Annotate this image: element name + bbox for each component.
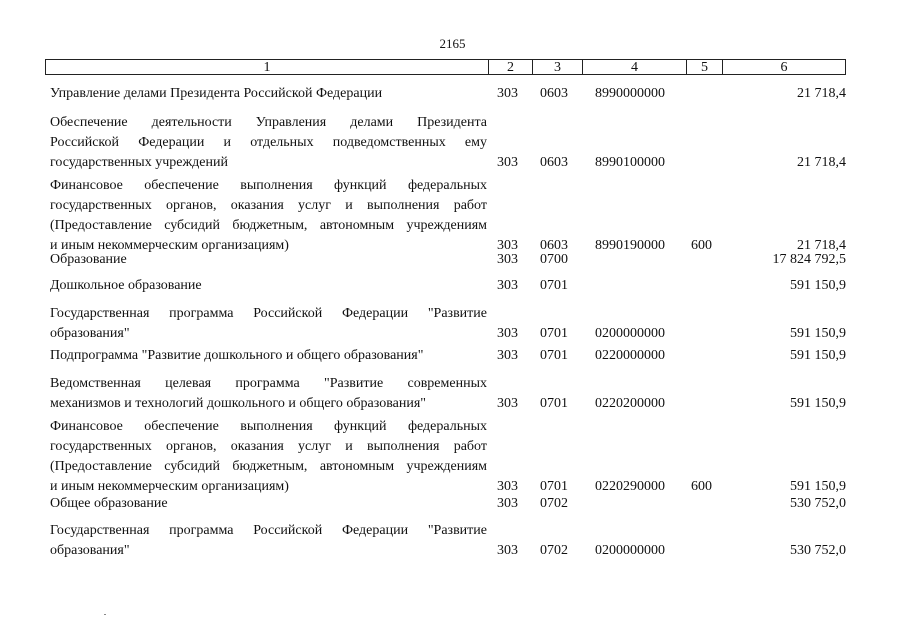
row-name-line: Государственная программа Российской Федерации "Развитие [50,523,487,538]
scan-speck [104,614,106,615]
row-amount: 591 150,9 [790,396,846,411]
row-name-line: (Предоставление субсидий бюджетным, автономным учреждениям [50,459,487,474]
row-name [50,113,487,173]
row-target-code: 8990000000 [595,86,665,101]
row-target-code: 8990190000 [595,238,665,253]
row-amount: 591 150,9 [790,326,846,341]
row-name [50,176,487,256]
row-name-line: Общее образование [50,496,168,511]
row-name-line: государственных органов, оказания услуг и выполнения работ [50,439,487,454]
row-expense-type: 600 [691,479,712,494]
row-name [50,304,487,344]
row-target-code: 0220000000 [595,348,665,363]
row-name-line: Дошкольное образование [50,278,202,293]
row-section-code: 303 [497,252,518,267]
row-section-code: 303 [497,396,518,411]
row-name [50,276,487,296]
row-target-code: 0200000000 [595,326,665,341]
row-name-line: (Предоставление субсидий бюджетным, автономным учреждениям [50,218,487,233]
row-name-line: Управление делами Президента Российской Федерации [50,86,383,101]
row-name-line: Финансовое обеспечение выполнения функций федеральных [50,419,487,434]
page-number: 2165 [439,36,466,51]
row-expense-type: 600 [691,238,712,253]
row-subsection-code: 0701 [540,348,568,363]
row-name-line: Ведомственная целевая программа "Развитие современных [50,376,487,391]
row-amount: 591 150,9 [790,479,846,494]
row-amount: 21 718,4 [797,238,846,253]
row-subsection-code: 0702 [540,496,568,511]
row-name-line: Российской Федерации и отдельных подведомственных ему [50,135,487,150]
row-name [50,417,487,497]
row-subsection-code: 0701 [540,479,568,494]
row-name [50,494,487,514]
row-section-code: 303 [497,543,518,558]
row-section-code: 303 [497,326,518,341]
column-header-3: 3 [533,60,583,74]
row-subsection-code: 0603 [540,238,568,253]
column-header-5: 5 [687,60,723,74]
column-header-6: 6 [780,60,788,75]
row-amount: 21 718,4 [797,86,846,101]
row-subsection-code: 0701 [540,396,568,411]
row-name-line: Государственная программа Российской Федерации "Развитие [50,306,487,321]
row-section-code: 303 [497,479,518,494]
row-name-line: образования" [50,326,130,341]
row-section-code: 303 [497,155,518,170]
row-name [50,374,487,414]
column-header-4: 4 [583,60,687,74]
row-target-code: 0220200000 [595,396,665,411]
row-name-line: Финансовое обеспечение выполнения функций федеральных [50,178,487,193]
row-name [50,346,487,366]
row-amount: 21 718,4 [797,155,846,170]
row-name-line: и иным некоммерческим организациям) [50,238,289,253]
row-name-line: Обеспечение деятельности Управления делами Президента [50,115,487,130]
row-name-line: образования" [50,543,130,558]
row-name-line: Образование [50,252,127,267]
row-subsection-code: 0702 [540,543,568,558]
row-amount: 591 150,9 [790,348,846,363]
row-subsection-code: 0701 [540,278,568,293]
row-name-line: государственных учреждений [50,155,228,170]
row-amount: 530 752,0 [790,543,846,558]
row-name [50,250,487,270]
row-subsection-code: 0603 [540,86,568,101]
row-name-line: механизмов и технологий дошкольного и общего образования" [50,396,426,411]
row-section-code: 303 [497,278,518,293]
row-section-code: 303 [497,238,518,253]
row-section-code: 303 [497,86,518,101]
row-name [50,84,487,104]
row-name-line: государственных органов, оказания услуг и выполнения работ [50,198,487,213]
row-name-line: и иным некоммерческим организациям) [50,479,289,494]
row-amount: 591 150,9 [790,278,846,293]
row-target-code: 8990100000 [595,155,665,170]
column-header-1: 1 [46,60,489,74]
row-target-code: 0220290000 [595,479,665,494]
row-section-code: 303 [497,348,518,363]
row-target-code: 0200000000 [595,543,665,558]
row-name-line: Подпрограмма "Развитие дошкольного и общего образования" [50,348,424,363]
row-subsection-code: 0603 [540,155,568,170]
row-subsection-code: 0701 [540,326,568,341]
row-amount: 17 824 792,5 [772,252,846,267]
column-header-2: 2 [489,60,533,74]
row-name [50,521,487,561]
row-subsection-code: 0700 [540,252,568,267]
row-section-code: 303 [497,496,518,511]
row-amount: 530 752,0 [790,496,846,511]
